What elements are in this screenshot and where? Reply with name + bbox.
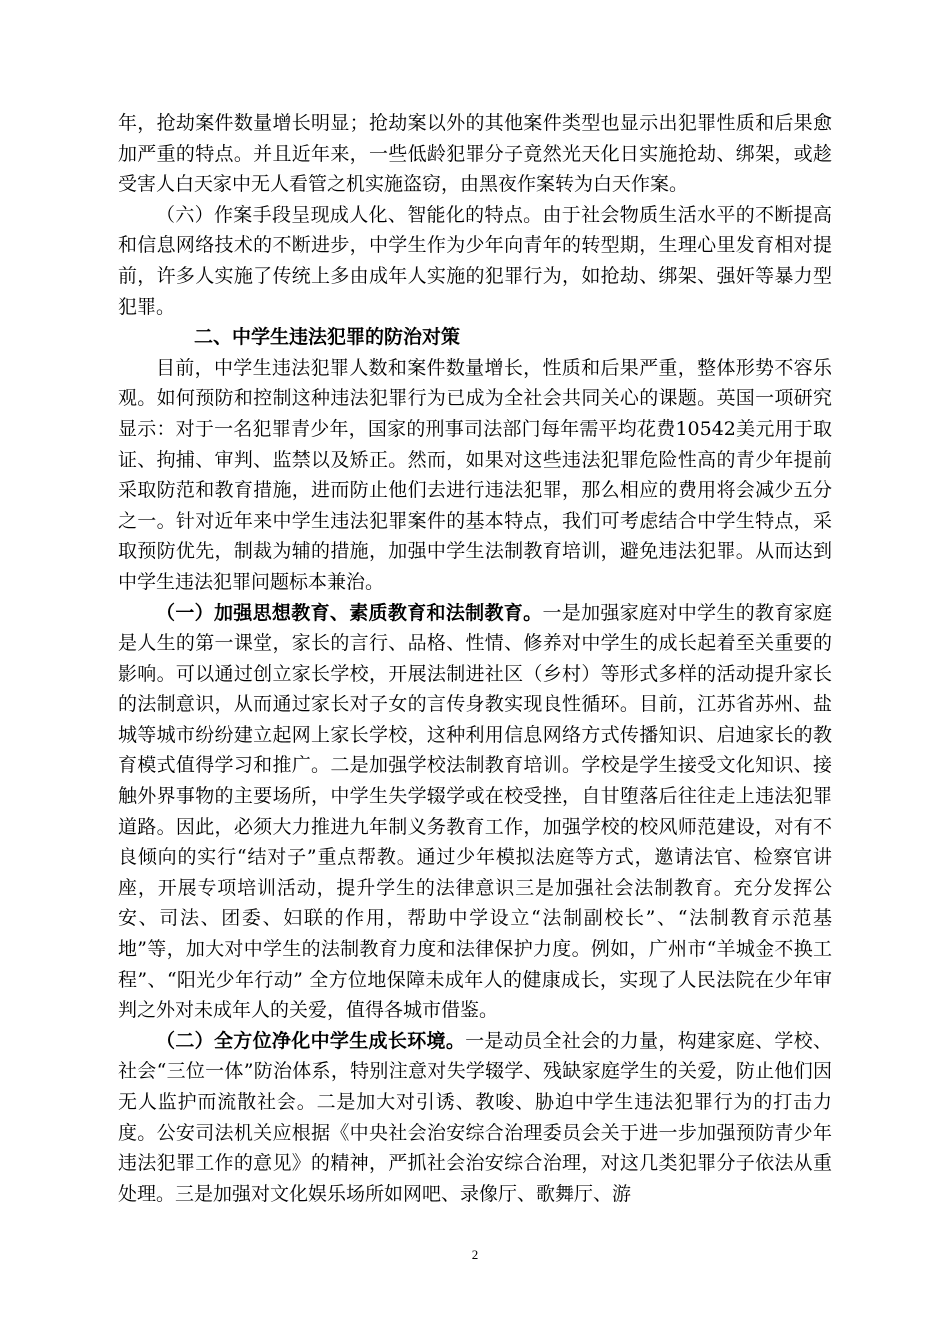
subsection-body-one: 一是加强家庭对中学生的教育家庭是人生的第一课堂，家长的言行、品格、性情、修养对中学生的成长起着至关重要的影响。可以通过创立家长学校，开展法制进社区（乡村）等形式多样的活动提升家长的法制意识，从而通过家长对子女的言传身教实现良性循环。目前，江苏省苏州、盐城等城市纷纷建立起网上家长学校，这种利用信息网络方式传播知识、启迪家长的教育模式值得学习和推广。二是加强学校法制教育培训。学校是学生接受文化知识、接触外界事物的主要场所，中学生失学辍学或在校受挫，自甘堕落后往往走上违法犯罪道路。因此，必须大力推进九年制义务教育工作，加强学校的校风师范建设，对有不良倾向的实行“结对子”重点帮教。通过少年模拟法庭等方式，邀请法官、检察官讲座，开展专项培训活动，提升学生的法律意识三是加强社会法制教育。充分发挥公安、司法、团委、妇联的作用，帮助中学设立“法制副校长”、“法制教育示范基地”等，加大对中学生的法制教育力度和法律保护力度。例如，广州市“羊城金不换工程”、“阳光少年行动” 全方位地保障未成年人的健康成长，实现了人民法院在少年审判之外对未成年人的关爱，值得各城市借鉴。 [118, 601, 832, 1022]
subsection-title-two: （二）全方位净化中学生成长环境。 [156, 1029, 466, 1052]
subsection-title-one: （一）加强思想教育、素质教育和法制教育。 [156, 601, 543, 624]
document-body [118, 108, 832, 1209]
paragraph-continuation: 年，抢劫案件数量增长明显；抢劫案以外的其他案件类型也显示出犯罪性质和后果愈加严重的特点。并且近年来，一些低龄犯罪分子竟然光天化日实施抢劫、绑架，或趁受害人白天家中无人看管之机实施盗窃，由黑夜作案转为白天作案。 [118, 112, 832, 196]
page-number: 2 [471, 1247, 479, 1262]
paragraph-point-six: （六）作案手段呈现成人化、智能化的特点。由于社会物质生活水平的不断提高和信息网络技术的不断进步，中学生作为少年向青年的转型期，生理心里发育相对提前，许多人实施了传统上多由成年人实施的犯罪行为，如抢劫、绑架、强奸等暴力型犯罪。 [118, 203, 832, 318]
paragraph-measure-one [118, 598, 832, 1026]
paragraph-measure-two [118, 1026, 832, 1210]
section-heading: 二、中学生违法犯罪的防治对策 [194, 326, 461, 349]
subsection-body-two: 一是动员全社会的力量，构建家庭、学校、社会“三位一体”防治体系，特别注意对失学辍学、残缺家庭学生的关爱，防止他们因无人监护而流散社会。二是加大对引诱、教唆、胁迫中学生违法犯罪行为的打击力度。公安司法机关应根据《中央社会治安综合治理委员会关于进一步加强预防青少年违法犯罪工作的意见》的精神，严抓社会治安综合治理，对这几类犯罪分子依法从重处理。三是加强对文化娱乐场所如网吧、录像厅、歌舞厅、游 [118, 1029, 832, 1205]
paragraph-intro: 目前，中学生违法犯罪人数和案件数量增长，性质和后果严重，整体形势不容乐观。如何预防和控制这种违法犯罪行为已成为全社会共同关心的课题。英国一项研究显示：对于一名犯罪青少年，国家的刑事司法部门每年需平均花费10542美元用于取证、拘捕、审判、监禁以及矫正。然而，如果对这些违法犯罪危险性高的青少年提前采取防范和教育措施，进而防止他们去进行违法犯罪，那么相应的费用将会减少五分之一。针对近年来中学生违法犯罪案件的基本特点，我们可考虑结合中学生特点，采取预防优先，制裁为辅的措施，加强中学生法制教育培训，避免违法犯罪。从而达到中学生违法犯罪问题标本兼治。 [118, 356, 832, 593]
